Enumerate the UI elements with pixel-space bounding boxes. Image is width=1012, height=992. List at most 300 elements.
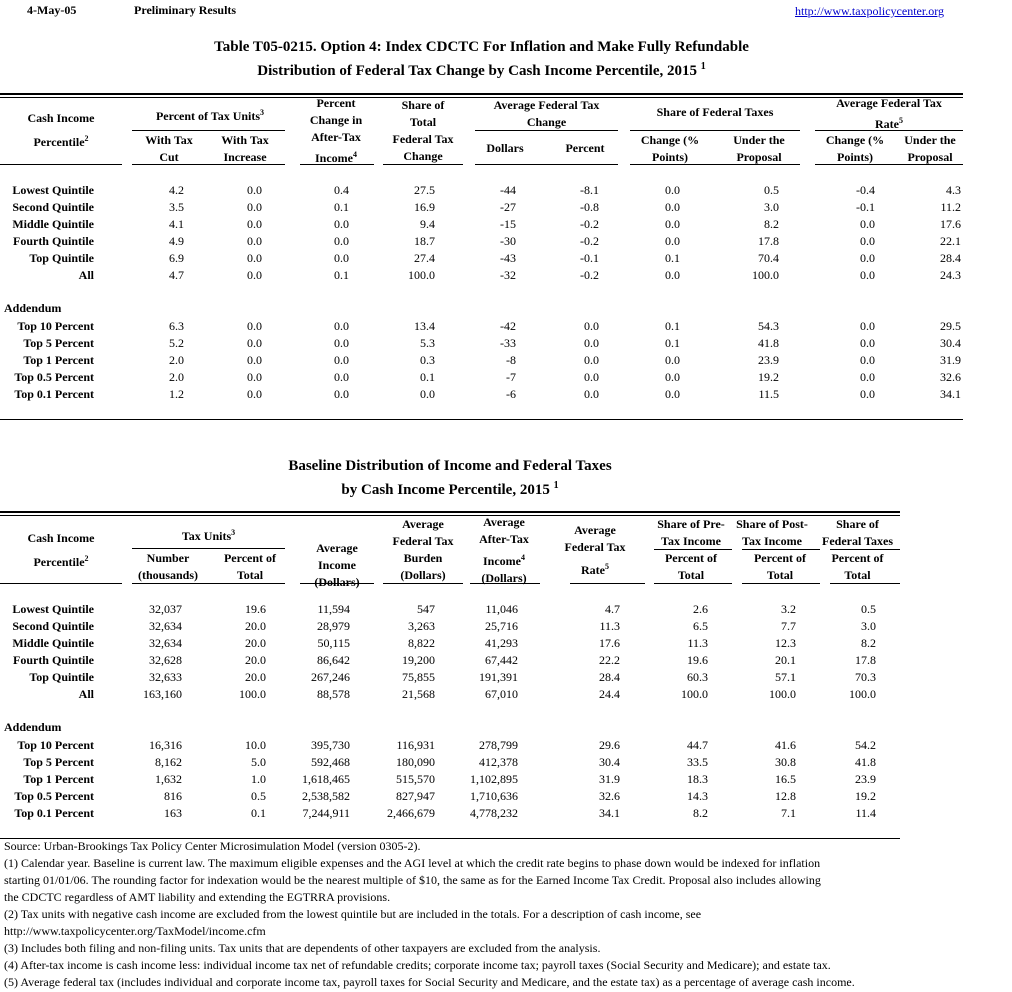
cell-aftertax: 191,391 [479,670,518,684]
table-row [0,182,1012,199]
cell-rate-change: -0.4 [856,183,875,197]
cell-share-under: 17.8 [758,234,779,248]
table-row [0,771,1012,788]
tpc-website-link[interactable]: http://www.taxpolicycenter.org [795,4,944,18]
cell-share-change: 0.0 [665,234,680,248]
row-label: Top 5 Percent [23,755,94,769]
cell-post: 30.8 [775,755,796,769]
rule [300,583,374,584]
cell-percent: 0.0 [584,353,599,367]
cell-rate: 32.6 [599,789,620,803]
cell-dollars: -8 [506,353,516,367]
cell-dollars: -43 [500,251,516,265]
cell-pct-change: 0.0 [334,234,349,248]
cell-pct-change: 0.0 [334,353,349,367]
cell-aftertax: 25,716 [485,619,518,633]
cell-with-cut: 3.5 [169,200,184,214]
cell-with-inc: 0.0 [247,353,262,367]
col-group-avg-tax-change: Average Federal Tax Change [493,98,600,129]
cell-aftertax: 412,378 [479,755,518,769]
cell-pre: 8.2 [693,806,708,820]
cell-share-under: 0.5 [764,183,779,197]
col-header-avg-tax-burden: Average Federal Tax Burden (Dollars) [392,517,454,582]
cell-share-under: 100.0 [752,268,779,282]
rule [470,583,540,584]
cell-burden: 116,931 [396,738,435,752]
cell-share-change: 0.0 [665,370,680,384]
cell-share-change: 0.1 [665,251,680,265]
rule [132,583,285,584]
cell-rate-under: 34.1 [940,387,961,401]
row-label: Top 10 Percent [17,319,94,333]
rule [0,164,122,165]
cell-number: 1,632 [155,772,182,786]
footnote-line: starting 01/01/06. The rounding factor for indexation would be the nearest multiple of $10, the same as for the Earned Income Tax Credit. Proposal also includes allowing [4,873,821,887]
cell-rate-change: -0.1 [856,200,875,214]
cell-pre: 100.0 [681,687,708,701]
table2-title-line2: by Cash Income Percentile, 2015 $^1$ [341,480,559,498]
cell-share-change: 0.0 [665,200,680,214]
row-label: Top 0.5 Percent [14,370,94,384]
cell-percent: 0.0 [584,336,599,350]
rule [132,548,285,549]
col-header-with-tax-cut: With Tax Cut [145,133,193,164]
rule [630,130,800,131]
cell-share-total: 0.1 [420,370,435,384]
cell-rate-under: 32.6 [940,370,961,384]
rule [475,164,618,165]
col-header-dollars: Dollars [486,141,524,155]
footnote-line: Source: Urban-Brookings Tax Policy Center Microsimulation Model (version 0305-2). [4,839,421,853]
cell-share-total: 5.3 [420,336,435,350]
cell-with-inc: 0.0 [247,217,262,231]
cell-number: 32,628 [149,653,182,667]
cell-burden: 21,568 [402,687,435,701]
cell-avg-income: 1,618,465 [302,772,350,786]
cell-with-inc: 0.0 [247,370,262,384]
col-group-share-pretax-income: Share of Pre- Tax Income [657,517,725,548]
row-label: Fourth Quintile [12,234,94,248]
cell-number: 32,634 [149,619,182,633]
rule [570,583,645,584]
col-header-share-change-points: Change (% Points) [640,133,700,164]
col-header-avg-aftertax-income: Average After-Tax Income$^4$ (Dollars) [479,515,529,585]
cell-pct-change: 0.0 [334,387,349,401]
cell-share-change: 0.0 [665,353,680,367]
row-label: Middle Quintile [12,217,94,231]
rule [815,130,963,131]
cell-pre: 6.5 [693,619,708,633]
table-row [0,233,1012,250]
rule [383,164,463,165]
col-header-percent-total: Percent of Total [223,551,277,582]
cell-percent: 0.0 [584,319,599,333]
cell-rate-under: 24.3 [940,268,961,282]
row-label: Top Quintile [29,670,94,684]
cell-number: 816 [164,789,182,803]
cell-burden: 2,466,679 [387,806,435,820]
table-row [0,318,1012,335]
cell-aftertax: 1,710,636 [470,789,518,803]
col-header-avg-tax-rate: Average Federal Tax Rate$^5$ [564,523,626,577]
cell-rate: 4.7 [605,602,620,616]
cell-number: 32,634 [149,636,182,650]
footnote-marker: 1 [700,61,706,72]
cell-fed: 54.2 [855,738,876,752]
col-group-share-federal-taxes: Share of Federal Taxes [656,105,774,119]
row-label: Top Quintile [29,251,94,265]
cell-share-change: 0.1 [665,336,680,350]
table-row [0,652,1012,669]
cell-pre: 19.6 [687,653,708,667]
row-label: Middle Quintile [12,636,94,650]
cell-share-change: 0.0 [665,183,680,197]
cell-avg-income: 592,468 [311,755,350,769]
cell-post: 7.7 [781,619,796,633]
rule [654,583,732,584]
cell-with-cut: 2.0 [169,370,184,384]
row-label: All [78,268,94,282]
row-label: Top 1 Percent [23,353,94,367]
col-header-fed-percent-total: Percent of Total [831,551,884,582]
cell-with-cut: 4.7 [169,268,184,282]
cell-pct-total: 20.0 [245,636,266,650]
table-row [0,788,1012,805]
cell-burden: 180,090 [396,755,435,769]
rule [742,583,820,584]
cell-post: 12.8 [775,789,796,803]
footnote-line: (3) Includes both filing and non-filing units. Tax units that are dependents of other taxpayers are excluded from the analysis. [4,941,601,955]
table-row [0,199,1012,216]
cell-pct-total: 0.1 [251,806,266,820]
row-label: Lowest Quintile [12,183,94,197]
cell-share-total: 16.9 [414,200,435,214]
cell-pct-change: 0.1 [334,200,349,214]
col-header-post-percent-total: Percent of Total [753,551,807,582]
cell-dollars: -15 [500,217,516,231]
cell-rate-change: 0.0 [860,319,875,333]
cell-share-under: 11.5 [758,387,779,401]
cell-share-change: 0.0 [665,268,680,282]
rule [300,164,374,165]
rule [383,583,463,584]
cell-number: 163,160 [143,687,182,701]
cell-with-inc: 0.0 [247,268,262,282]
cell-share-total: 9.4 [420,217,435,231]
col-group-tax-units: Tax Units$^3$ [181,528,236,543]
cell-pre: 2.6 [693,602,708,616]
cell-rate-change: 0.0 [860,268,875,282]
cell-pre: 14.3 [687,789,708,803]
row-label: Top 10 Percent [17,738,94,752]
cell-share-under: 23.9 [758,353,779,367]
table-row [0,250,1012,267]
cell-pct-total: 20.0 [245,619,266,633]
cell-pct-total: 1.0 [251,772,266,786]
cell-post: 7.1 [781,806,796,820]
rule [830,583,900,584]
col-header-with-tax-increase: With Tax Increase [221,133,269,164]
cell-avg-income: 395,730 [311,738,350,752]
cell-percent: -0.2 [580,217,599,231]
cell-rate: 29.6 [599,738,620,752]
cell-share-total: 18.7 [414,234,435,248]
col-header-percentile: Cash Income Percentile$^2$ [27,531,95,569]
table-row [0,352,1012,369]
cell-dollars: -30 [500,234,516,248]
cell-with-inc: 0.0 [247,387,262,401]
cell-post: 3.2 [781,602,796,616]
row-label: Top 0.5 Percent [14,789,94,803]
cell-rate-change: 0.0 [860,217,875,231]
rule [630,164,800,165]
cell-aftertax: 278,799 [479,738,518,752]
cell-pct-total: 19.6 [245,602,266,616]
cell-share-change: 0.1 [665,319,680,333]
cell-with-inc: 0.0 [247,319,262,333]
footnote-line: (2) Tax units with negative cash income are excluded from the lowest quintile but are included in the totals. For a description of cash income, see [4,907,702,921]
cell-aftertax: 4,778,232 [470,806,518,820]
rule [815,164,963,165]
cell-avg-income: 86,642 [317,653,350,667]
col-header-rate-under-proposal: Under the Proposal [904,133,956,164]
col-header-share-under-proposal: Under the Proposal [733,133,785,164]
cell-aftertax: 67,010 [485,687,518,701]
cell-fed: 17.8 [855,653,876,667]
table-row [0,601,1012,618]
row-label: Second Quintile [12,200,94,214]
col-header-percentile: Cash Income Percentile$^2$ [27,111,95,149]
cell-burden: 515,570 [396,772,435,786]
cell-percent: 0.0 [584,387,599,401]
cell-post: 100.0 [769,687,796,701]
cell-pct-change: 0.0 [334,251,349,265]
row-label: Lowest Quintile [12,602,94,616]
cell-dollars: -7 [506,370,516,384]
cell-fed: 100.0 [849,687,876,701]
col-header-share-total-change: Share of Total Federal Tax Change [392,98,454,163]
cell-with-cut: 4.1 [169,217,184,231]
cell-avg-income: 28,979 [317,619,350,633]
cell-dollars: -42 [500,319,516,333]
cell-with-cut: 1.2 [169,387,184,401]
cell-rate-change: 0.0 [860,336,875,350]
cell-number: 32,633 [149,670,182,684]
cell-rate-under: 28.4 [940,251,961,265]
cell-dollars: -32 [500,268,516,282]
cell-dollars: -44 [500,183,516,197]
cell-share-total: 0.0 [420,387,435,401]
cell-percent: -0.1 [580,251,599,265]
cell-number: 32,037 [149,602,182,616]
cell-with-cut: 4.9 [169,234,184,248]
cell-rate-under: 30.4 [940,336,961,350]
cell-rate-change: 0.0 [860,387,875,401]
table1-title [0,37,963,81]
cell-pre: 18.3 [687,772,708,786]
table1-title-line1: Table T05-0215. Option 4: Index CDCTC For Inflation and Make Fully Refundable [214,39,749,55]
table1-addendum-label: Addendum [4,301,62,315]
cell-rate: 22.2 [599,653,620,667]
cell-pre: 11.3 [687,636,708,650]
cell-burden: 75,855 [402,670,435,684]
table-row [0,216,1012,233]
col-group-share-posttax-income: Share of Post- Tax Income [736,517,808,548]
cell-share-total: 27.4 [414,251,435,265]
cell-number: 8,162 [155,755,182,769]
cell-pre: 44.7 [687,738,708,752]
footnote-line: (4) After-tax income is cash income less: individual income tax net of refundable credits; corporate income tax; payroll taxes (Social Security and Medicare); and estate tax. [4,958,831,972]
cell-with-inc: 0.0 [247,336,262,350]
cell-share-change: 0.0 [665,217,680,231]
col-header-percent: Percent [565,141,605,155]
footnotes [4,838,1004,991]
rule [0,583,122,584]
cell-rate-change: 0.0 [860,370,875,384]
cell-fed: 70.3 [855,670,876,684]
report-status: Preliminary Results [134,3,237,17]
cell-post: 16.5 [775,772,796,786]
cell-share-under: 41.8 [758,336,779,350]
cell-dollars: -6 [506,387,516,401]
cell-percent: -0.8 [580,200,599,214]
cell-pct-total: 5.0 [251,755,266,769]
table-row [0,805,1012,822]
cell-pct-total: 20.0 [245,670,266,684]
cell-fed: 0.5 [861,602,876,616]
table-row [0,618,1012,635]
col-header-avg-income: Average Income (Dollars) [314,541,360,589]
footnote-line: (5) Average federal tax (includes individual and corporate income tax, payroll taxes for Social Security and Medicare, and the estate tax) as a percentage of average cash income. [4,975,855,989]
cell-percent: -0.2 [580,234,599,248]
cell-pct-total: 20.0 [245,653,266,667]
table2-top-rule [0,511,900,513]
table1-title-line2: Distribution of Federal Tax Change by Cash Income Percentile, 2015 $^1$ [257,61,706,79]
cell-rate-change: 0.0 [860,234,875,248]
report-date: 4-May-05 [27,3,77,17]
cell-burden: 3,263 [408,619,435,633]
cell-pct-change: 0.0 [334,319,349,333]
cell-pct-change: 0.0 [334,217,349,231]
col-header-pre-percent-total: Percent of Total [664,551,718,582]
cell-rate: 24.4 [599,687,620,701]
footnote-line: http://www.taxpolicycenter.org/TaxModel/income.cfm [4,924,266,938]
row-label: Fourth Quintile [12,653,94,667]
footnote-line: (1) Calendar year. Baseline is current law. The maximum eligible expenses and the AGI level at which the credit rate begins to phase down would be indexed for inflation [4,856,821,870]
table-row [0,754,1012,771]
cell-percent: -8.1 [580,183,599,197]
cell-dollars: -27 [500,200,516,214]
cell-with-inc: 0.0 [247,183,262,197]
cell-rate-change: 0.0 [860,251,875,265]
cell-pct-change: 0.0 [334,336,349,350]
footnote-line: the CDCTC regardless of AMT liability and extending the EGTRRA provisions. [4,890,391,904]
cell-burden: 8,822 [408,636,435,650]
row-label: Top 0.1 Percent [14,387,94,401]
cell-aftertax: 67,442 [485,653,518,667]
cell-rate: 28.4 [599,670,620,684]
cell-with-inc: 0.0 [247,251,262,265]
cell-fed: 3.0 [861,619,876,633]
cell-avg-income: 2,538,582 [302,789,350,803]
cell-aftertax: 1,102,895 [470,772,518,786]
cell-with-cut: 6.9 [169,251,184,265]
cell-pct-change: 0.1 [334,268,349,282]
cell-with-cut: 5.2 [169,336,184,350]
cell-avg-income: 50,115 [317,636,350,650]
cell-pct-change: 0.4 [334,183,349,197]
cell-avg-income: 267,246 [311,670,350,684]
cell-fed: 41.8 [855,755,876,769]
cell-pct-total: 10.0 [245,738,266,752]
cell-pct-change: 0.0 [334,370,349,384]
cell-share-under: 70.4 [758,251,779,265]
cell-fed: 19.2 [855,789,876,803]
cell-rate: 30.4 [599,755,620,769]
col-header-pct-change-aftertax: Percent Change in After-Tax Income$^4$ [309,96,363,165]
cell-avg-income: 11,594 [317,602,350,616]
cell-share-change: 0.0 [665,387,680,401]
cell-rate: 17.6 [599,636,620,650]
cell-burden: 827,947 [396,789,435,803]
cell-fed: 8.2 [861,636,876,650]
cell-with-cut: 2.0 [169,353,184,367]
cell-rate-under: 29.5 [940,319,961,333]
cell-rate-under: 4.3 [946,183,961,197]
col-header-rate-change-points: Change (% Points) [825,133,885,164]
cell-with-cut: 6.3 [169,319,184,333]
cell-percent: 0.0 [584,370,599,384]
cell-burden: 19,200 [402,653,435,667]
col-header-number-thousands: Number (thousands) [137,551,199,582]
cell-aftertax: 41,293 [485,636,518,650]
cell-rate: 11.3 [599,619,620,633]
table2-title-line1: Baseline Distribution of Income and Federal Taxes [288,458,612,474]
col-group-percent-tax-units: Percent of Tax Units$^3$ [155,108,265,123]
table-row [0,369,1012,386]
cell-percent: -0.2 [580,268,599,282]
cell-dollars: -33 [500,336,516,350]
cell-rate-under: 17.6 [940,217,961,231]
cell-share-under: 8.2 [764,217,779,231]
cell-share-under: 3.0 [764,200,779,214]
table-row [0,335,1012,352]
cell-number: 16,316 [149,738,182,752]
cell-rate: 34.1 [599,806,620,820]
cell-burden: 547 [417,602,435,616]
rule [475,130,618,131]
cell-share-total: 27.5 [414,183,435,197]
table2-title [0,456,900,500]
cell-post: 41.6 [775,738,796,752]
footnote-marker: 1 [553,480,559,491]
cell-rate-under: 31.9 [940,353,961,367]
rule [132,164,285,165]
row-label: Top 0.1 Percent [14,806,94,820]
cell-with-inc: 0.0 [247,200,262,214]
cell-rate-change: 0.0 [860,353,875,367]
table-row [0,635,1012,652]
table1-bottom-rule [0,419,963,420]
cell-pct-total: 0.5 [251,789,266,803]
cell-aftertax: 11,046 [485,602,518,616]
table-row [0,669,1012,686]
cell-with-inc: 0.0 [247,234,262,248]
cell-avg-income: 7,244,911 [302,806,350,820]
row-label: Top 1 Percent [23,772,94,786]
table-row [0,737,1012,754]
table-row [0,386,1012,403]
